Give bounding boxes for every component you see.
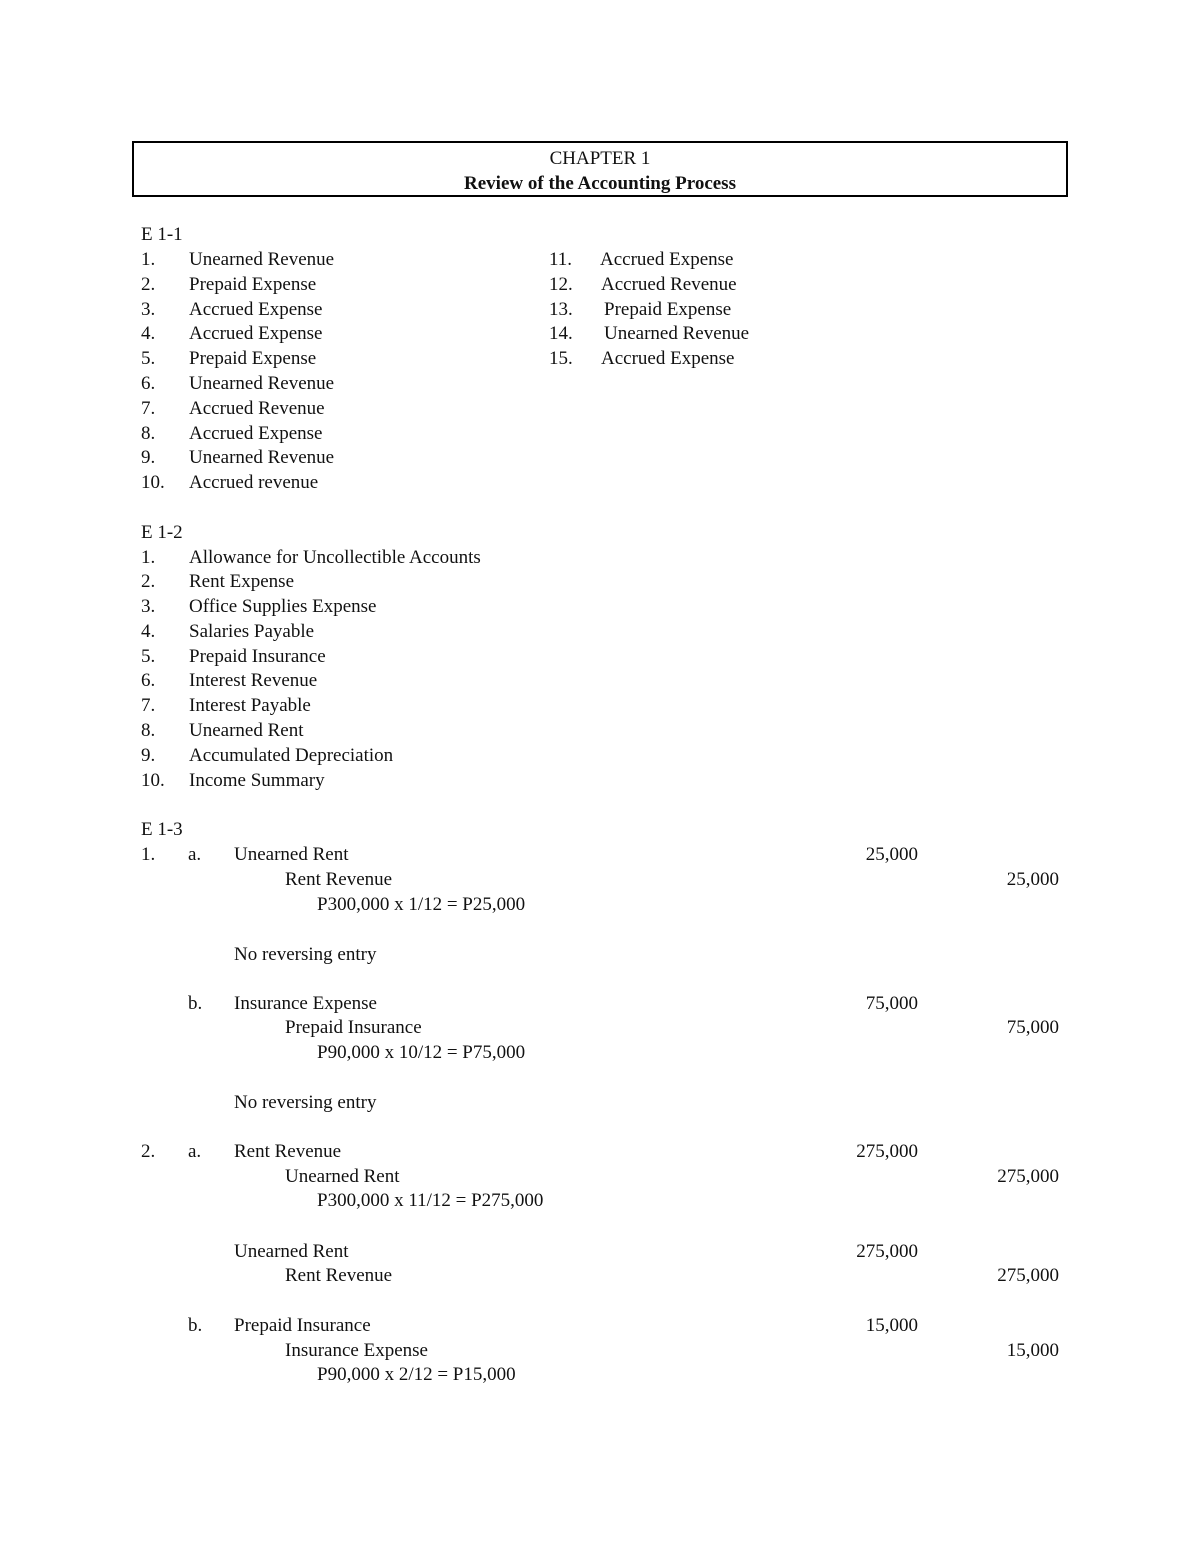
list-item-text: Prepaid Insurance [189, 646, 326, 667]
list-item-number: 1. [141, 547, 156, 568]
list-item-number: 9. [141, 745, 156, 766]
list-item-text: Allowance for Uncollectible Accounts [189, 547, 481, 568]
list-item-text: Prepaid Expense [189, 348, 317, 369]
list-item-number: 12. [549, 274, 573, 295]
reversing-note: No reversing entry [234, 1092, 377, 1113]
list-item-number: 6. [141, 670, 156, 691]
reversing-credit-account: Rent Revenue [285, 1265, 393, 1286]
list-item-text: Accrued Expense [189, 299, 323, 320]
list-item-text: Unearned Revenue [189, 373, 335, 394]
reversing-debit-account: Unearned Rent [234, 1241, 349, 1262]
credit-account: Rent Revenue [285, 869, 393, 890]
debit-amount: 15,000 [865, 1315, 918, 1336]
reversing-note: No reversing entry [234, 944, 377, 965]
list-item-number: 4. [141, 323, 156, 344]
list-item-text: Rent Expense [189, 571, 295, 592]
list-item-number: 3. [141, 596, 156, 617]
list-item-number: 2. [141, 274, 156, 295]
list-item-text: Accumulated Depreciation [189, 745, 394, 766]
list-item-number: 1. [141, 249, 156, 270]
reversing-credit-amount: 275,000 [997, 1265, 1059, 1286]
list-item-text: Unearned Rent [189, 720, 304, 741]
computation: P90,000 x 10/12 = P75,000 [317, 1042, 526, 1063]
section-label-e1-1: E 1-1 [141, 224, 183, 245]
list-item-text: Unearned Revenue [189, 249, 335, 270]
credit-account: Unearned Rent [285, 1166, 400, 1187]
list-item-number: 6. [141, 373, 156, 394]
credit-account: Prepaid Insurance [285, 1017, 422, 1038]
list-item-text: Salaries Payable [189, 621, 315, 642]
list-item-number: 8. [141, 423, 156, 444]
list-item-number: 15. [549, 348, 573, 369]
chapter-title-box [132, 141, 1068, 197]
credit-amount: 75,000 [1006, 1017, 1059, 1038]
list-item-text: Interest Payable [189, 695, 311, 716]
list-item-text: Accrued Expense [189, 323, 323, 344]
list-item-number: 14. [549, 323, 573, 344]
credit-amount: 15,000 [1006, 1340, 1059, 1361]
list-item-text: Office Supplies Expense [189, 596, 377, 617]
debit-account: Prepaid Insurance [234, 1315, 371, 1336]
list-item-number: 5. [141, 646, 156, 667]
debit-amount: 75,000 [865, 993, 918, 1014]
list-item-number: 11. [549, 249, 573, 270]
list-item-number: 7. [141, 695, 156, 716]
list-item-text: Unearned Revenue [604, 323, 750, 344]
debit-amount: 25,000 [865, 844, 918, 865]
credit-amount: 25,000 [1006, 869, 1059, 890]
computation: P90,000 x 2/12 = P15,000 [317, 1364, 516, 1385]
list-item-text: Interest Revenue [189, 670, 318, 691]
part-number: 1. [141, 844, 156, 865]
debit-amount: 275,000 [856, 1141, 918, 1162]
debit-account: Unearned Rent [234, 844, 349, 865]
list-item-text: Prepaid Expense [604, 299, 732, 320]
list-item-number: 2. [141, 571, 156, 592]
entry-letter: b. [188, 993, 203, 1014]
debit-account: Rent Revenue [234, 1141, 342, 1162]
entry-letter: b. [188, 1315, 203, 1336]
part-number: 2. [141, 1141, 156, 1162]
list-item-number: 10. [141, 472, 165, 493]
list-item-text: Accrued Expense [600, 249, 734, 270]
list-item-text: Accrued Expense [189, 423, 323, 444]
list-item-text: Accrued Revenue [601, 274, 737, 295]
list-item-text: Accrued revenue [189, 472, 319, 493]
credit-amount: 275,000 [997, 1166, 1059, 1187]
chapter-subtitle: Review of the Accounting Process [464, 173, 736, 194]
chapter-number: CHAPTER 1 [549, 148, 651, 169]
list-item-text: Prepaid Expense [189, 274, 317, 295]
credit-account: Insurance Expense [285, 1340, 428, 1361]
list-item-number: 3. [141, 299, 156, 320]
computation: P300,000 x 1/12 = P25,000 [317, 894, 526, 915]
list-item-text: Unearned Revenue [189, 447, 335, 468]
list-item-number: 7. [141, 398, 156, 419]
list-item-text: Income Summary [189, 770, 325, 791]
list-item-text: Accrued Expense [601, 348, 735, 369]
list-item-number: 13. [549, 299, 573, 320]
reversing-debit-amount: 275,000 [856, 1241, 918, 1262]
list-item-number: 5. [141, 348, 156, 369]
debit-account: Insurance Expense [234, 993, 377, 1014]
list-item-text: Accrued Revenue [189, 398, 325, 419]
list-item-number: 4. [141, 621, 156, 642]
list-item-number: 8. [141, 720, 156, 741]
entry-letter: a. [188, 1141, 202, 1162]
section-label-e1-2: E 1-2 [141, 522, 183, 543]
computation: P300,000 x 11/12 = P275,000 [317, 1190, 544, 1211]
section-label-e1-3: E 1-3 [141, 819, 183, 840]
entry-letter: a. [188, 844, 202, 865]
list-item-number: 9. [141, 447, 156, 468]
list-item-number: 10. [141, 770, 165, 791]
